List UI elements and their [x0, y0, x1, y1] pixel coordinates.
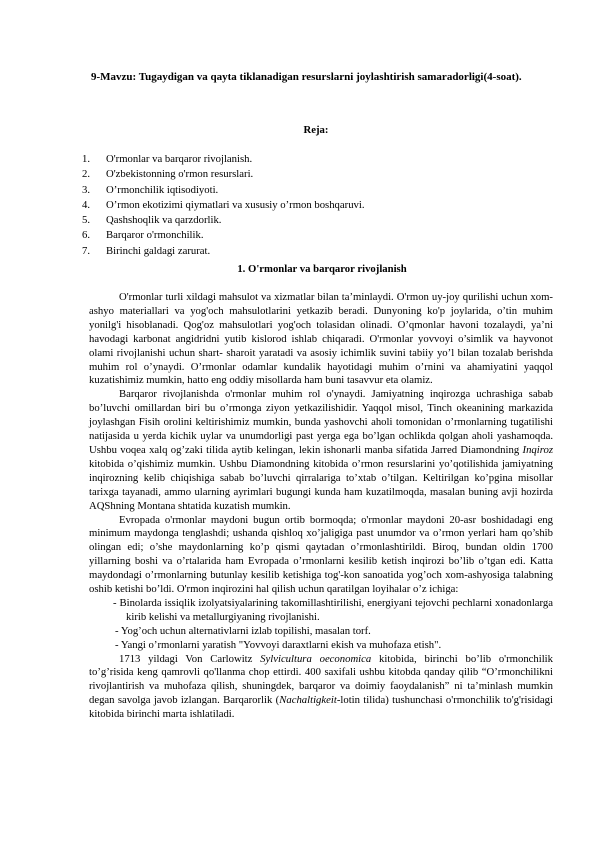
list-item: - Yangi o’rmonlarni yaratish "Yovvoyi daraxtlarni ekish va muhofaza etish". [115, 638, 442, 651]
plan-heading: Reja: [303, 124, 329, 136]
section-body [89, 291, 553, 722]
paragraph: Barqaror rivojlanishda o'rmonlar muhim rol o'ynaydi. Jamiyatning inqirozga uchrashiga sabab bo’luvchi omillardan biri bu o’rmonga ziyon yetkazilishidir. Yaqqol misol, Tinch okeanining markazida joylashgan Fisih orolini keltirishimiz mumkin, bunda yashovchi aholi tomonidan o’rmonlarning tugatilishi natijasida u yerda kichik uylar va unumdorligi past yerga ega bo’lgan ochlikda qolgan aholi yashamoqda. Ushbu voqea xalq og’zaki tilida aytib kelingan, lekin ishonarli manba sifatida Jarred Diamondning Inqiroz kitobida o’qishimiz mumkin. Ushbu Diamondning kitobida o’rmon resurslarini yo’qotilishida jamiyatning inqirozning kelib chiqishiga sabab bo’luvchi qirralariga to’xtab o’tilgan. Keltirilgan ko’pgina misollar tarixga tayanadi, ammo ularning ayrimlari bugungi kunda ham kuzatilmoqda, masalan buning avji hozirda AQShning Montana shtatida kuzatish mumkin. [89, 388, 553, 512]
plan-item: 2. O'zbekistonning o'rmon resurslari. [82, 168, 254, 181]
paragraph: O'rmonlar turli xildagi mahsulot va xizmatlar bilan ta’minlaydi. O'rmon uy-joy qurilishi uchun xom-ashyo materiallari va yog'och mahsulotlarini yetkazib beradi. Dunyoning ko'p joylarida, o’tin muhim yonilg'i hisoblanadi. Qog'oz mahsulotlari yog'och tolasidan olinadi. O’qmonlar havoni tozalaydi, ya’ni havodagi karbonat angidridni yutib kislorod ishlab chiqaradi. O'rmonlar yovvoyi o’simlik va hayvonot olami rivojlanishi uchun shart- sharoit yaratadi va asosiy ichimlik suvini tabiiy yo’l bilan tozalab berishda muhim rol o’ynaydi. O’rmonlar odamlar kundalik hayotidagi muhim o’rnini va ahamiyatini yaqqol kuzatishimiz mumkin, hatto eng oddiy misollarda ham buni tasavvur eta olamiz. [89, 291, 553, 387]
plan-item: 5. Qashshoqlik va qarzdorlik. [82, 214, 222, 227]
topic-title: 9-Mavzu: Tugaydigan va qayta tiklanadigan resurslarni joylashtirish samaradorligi(4-soat). [91, 71, 522, 83]
list-item: - Yog’och uchun alternativlarni izlab topilishi, masalan torf. [115, 624, 371, 637]
plan-item: 6. Barqaror o'rmonchilik. [82, 229, 204, 242]
plan-item: 7. Birinchi galdagi zarurat. [82, 244, 211, 257]
section-heading: 1. O'rmonlar va barqaror rivojlanish [237, 263, 407, 275]
list-item: - Binolarda issiqlik izolyatsiyalarining takomillashtirilishi, energiyani tejovchi pechlarni xonadonlarga kirib kelishi va metallurgiyaning rivojlanishi. [113, 596, 553, 623]
paragraph: 1713 yildagi Von Carlowitz Sylvicultura oeconomica kitobida, birinchi bo’lib o'rmonchilik to’g’risida keng qamrovli qo'llanma chop ettirdi. 400 saxifali ushbu kitobda qanday qilib “O’rmonchilikni rivojlantirish va muhofaza qilish, shuningdek, barqaror va doimiy faoydalanish” ni ta’minlash mumkin degan savolga javob izlangan. Barqarorlik (Nachaltigkeit-lotin tilida) tushunchasi o'rmonchilik to'g'risidagi kitobida birinchi marta ishlatiladi. [89, 652, 553, 721]
plan-item: 3. O’rmonchilik iqtisodiyoti. [82, 183, 219, 196]
plan-item: 4. O’rmon ekotizimi qiymatlari va xususiy o’rmon boshqaruvi. [82, 198, 365, 211]
book-title: Inqiroz [522, 443, 553, 456]
paragraph: Evropada o'rmonlar maydoni bugun ortib bormoqda; o'rmonlar maydoni 20-asr boshidadagi eng minimum maydonga tenglashdi; ushanda qishloq xo’jaligiga past unumdor va o’rmon yerlari ham qo’shib olingan edi; o’she maydonlarning ko’p qismi qaytadan o’rmonlashtirildi. Biroq, bundan oldin 1700 yillarning boshi va o’rtalarida ham Evropada o’rmonlarni kesilib ketish inqirozi bo’lib o’tgan edi. Katta maydondagi o’rmonlarning butunlay kesilib ketishiga tog'-kon sanoatida yog’och xom-ashyosiga talabning oshib ketishi bo’ldi. O'rmon inqirozini hal qilish uchun qaratilgan loyihalar o’z ichiga: [89, 513, 553, 596]
book-title: Sylvicultura oeconomica [260, 652, 372, 665]
plan-item: 1. O'rmonlar va barqaror rivojlanish. [82, 153, 253, 165]
term: Nachaltigkeit- [279, 694, 341, 707]
plan-list [82, 152, 365, 259]
